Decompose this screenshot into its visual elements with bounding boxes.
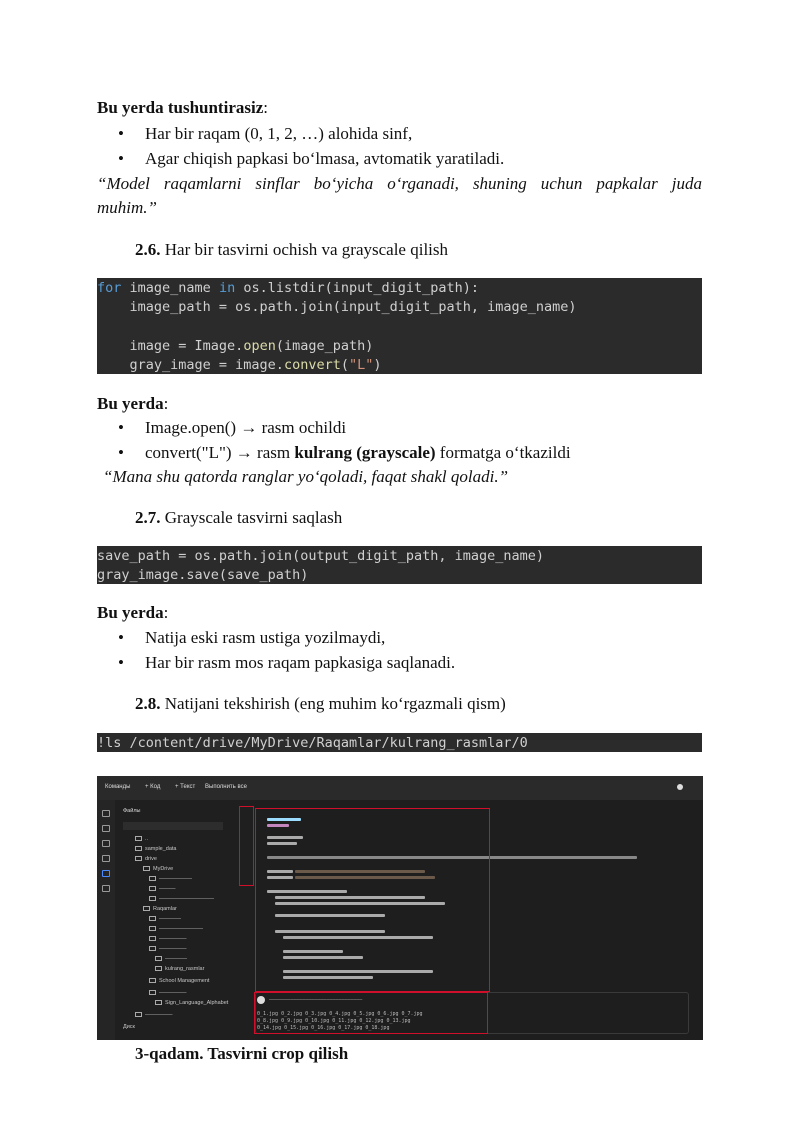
code-block: for image_name in os.listdir(input_digit_path): image_path = os.path.join(input_digit_path, image_name) image = Image.open(image_path) gray_image = image.convert("L") (97, 278, 702, 374)
toolbar: Команды + Код + Текст Выполнить все (97, 776, 703, 800)
list-item: • Har bir raqam (0, 1, 2, …) alohida sinf, (118, 124, 413, 143)
search-icon (102, 825, 110, 832)
code-icon (102, 840, 110, 847)
highlight-box (254, 992, 488, 1034)
quote-line: “Model raqamlarni sinflar bo‘yicha o‘rganadi, shuning uchun papkalar juda (97, 174, 702, 193)
toc-icon (102, 810, 110, 817)
list-item: • convert("L") → rasm kulrang (grayscale) formatga o‘tkazildi (118, 443, 571, 462)
explain-line: Bu yerda: (97, 603, 169, 622)
code-block: !ls /content/drive/MyDrive/Raqamlar/kulrang_rasmlar/0 (97, 733, 702, 752)
list-item: • Natija eski rasm ustiga yozilmaydi, (118, 628, 386, 647)
list-item: • Har bir rasm mos raqam papkasiga saqlanadi. (118, 653, 456, 672)
highlight-box (239, 806, 254, 886)
folder-icon (102, 870, 110, 877)
step3-heading: 3-qadam. Tasvirni crop qilish (135, 1044, 349, 1063)
code-block: save_path = os.path.join(output_digit_path, image_name) gray_image.save(save_path) (97, 546, 702, 584)
list-item: • Image.open() → rasm ochildi (118, 418, 347, 437)
colab-screenshot: Команды + Код + Текст Выполнить все Файлы .. sample_data drive MyDrive —————— ——— —————————— Raqamlar ———— ———————— ————— ————— ———— kulrang_rasmlar School Management ————— Sign_Language_Alphabet ————— Диск ——————————————————————————————— 0_1.jpg 0_2.jpg 0_3.jpg 0_4.jpg 0_5.jpg 0_6.jpg 0_7.jpg 0_8.jpg 0_9.jpg 0_10.jpg 0_11.jpg 0_12.jpg 0_13.jpg 0_14.jpg 0_15.jpg 0_16.jpg 0_17.jpg 0_18.jpg (97, 776, 703, 1040)
section-heading: 2.8. Natijani tekshirish (eng muhim ko‘rgazmali qism) (135, 694, 506, 713)
settings-icon (677, 784, 683, 790)
highlight-box (255, 808, 490, 992)
quote-line: “Mana shu qatorda ranglar yo‘qoladi, faqat shakl qoladi.” (103, 467, 509, 486)
intro-line: Bu yerda tushuntirasiz: (97, 98, 268, 117)
explain-line: Bu yerda: (97, 394, 169, 413)
section-heading: 2.6. Har bir tasvirni ochish va grayscale qilish (135, 240, 449, 259)
list-item: • Agar chiqish papkasi bo‘lmasa, avtomatik yaratiladi. (118, 149, 505, 168)
left-rail (97, 800, 115, 1040)
intro-bold: Bu yerda tushuntirasiz (97, 98, 264, 117)
terminal-icon (102, 885, 110, 892)
file-panel: Файлы .. sample_data drive MyDrive —————— ——— —————————— Raqamlar ———— ———————— ————— ————— ———— kulrang_rasmlar School Management ————— Sign_Language_Alphabet ————— Диск (115, 800, 240, 1040)
quote-line: muhim.” (97, 198, 157, 217)
key-icon (102, 855, 110, 862)
file-toolbar (123, 822, 223, 830)
section-heading: 2.7. Grayscale tasvirni saqlash (135, 508, 343, 527)
